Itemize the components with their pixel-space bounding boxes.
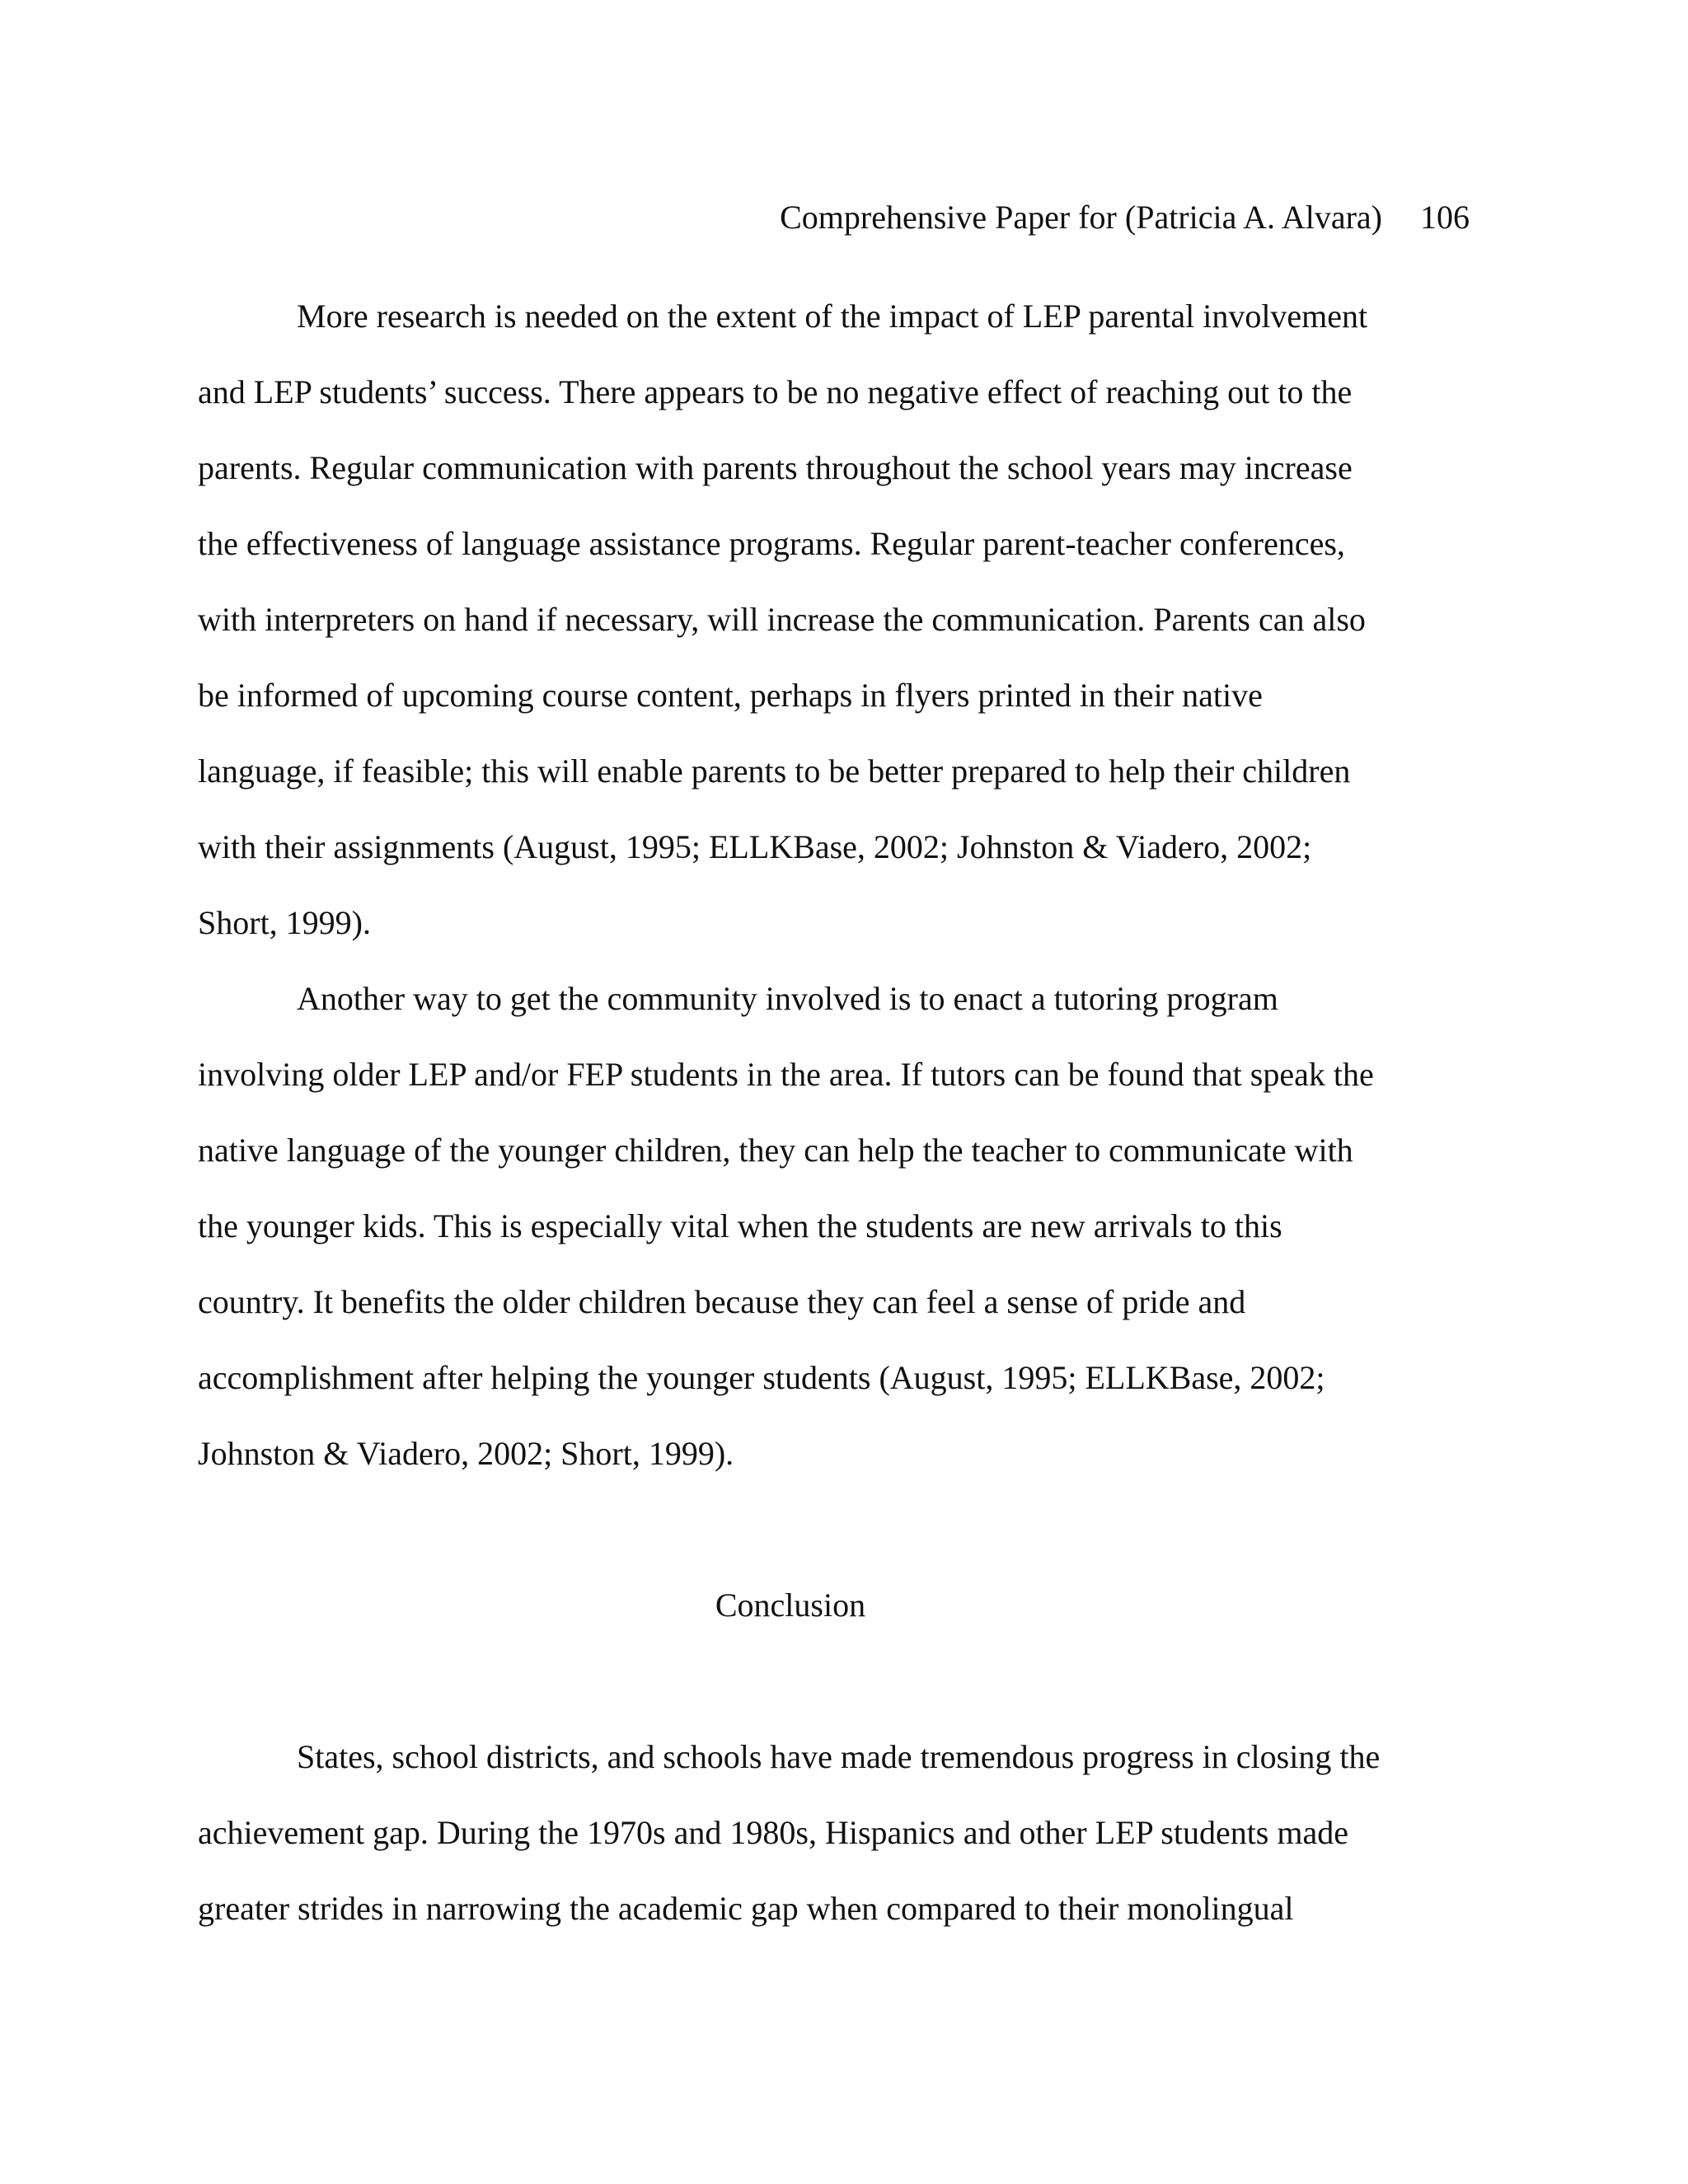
text-line: accomplishment after helping the younger students (August, 1995; ELLKBase, 2002; [198, 1359, 1325, 1396]
text-line: Johnston & Viadero, 2002; Short, 1999). [198, 1435, 734, 1472]
text-line: achievement gap. During the 1970s and 1980s, Hispanics and other LEP students made [198, 1814, 1348, 1851]
paragraph-parental-involvement [198, 293, 1418, 976]
paragraph-conclusion [198, 1734, 1418, 1961]
text-line: greater strides in narrowing the academic gap when compared to their monolingual [198, 1890, 1294, 1927]
text-line: be informed of upcoming course content, perhaps in flyers printed in their native [198, 677, 1263, 714]
running-title: Comprehensive Paper for (Patricia A. Alvara) [780, 199, 1382, 236]
section-heading: Conclusion [715, 1586, 866, 1624]
text-line: involving older LEP and/or FEP students in the area. If tutors can be found that speak the [198, 1056, 1374, 1093]
text-line: with interpreters on hand if necessary, will increase the communication. Parents can also [198, 601, 1366, 638]
text-line: language, if feasible; this will enable parents to be better prepared to help their children [198, 752, 1351, 790]
text-line: native language of the younger children, they can help the teacher to communicate with [198, 1132, 1353, 1169]
text-line: More research is needed on the extent of the impact of LEP parental involvement [297, 298, 1368, 335]
blank-line [198, 1507, 1418, 1582]
text-line: the younger kids. This is especially vital when the students are new arrivals to this [198, 1207, 1282, 1244]
text-line: Short, 1999). [198, 904, 371, 941]
blank-line [198, 1658, 1418, 1734]
paragraph-tutoring-program [198, 976, 1418, 1507]
text-line: country. It benefits the older children because they can feel a sense of pride and [198, 1283, 1246, 1320]
text-line: with their assignments (August, 1995; ELLKBase, 2002; Johnston & Viadero, 2002; [198, 828, 1312, 865]
text-line: the effectiveness of language assistance programs. Regular parent-teacher conferences, [198, 525, 1345, 562]
running-head [780, 194, 1470, 241]
text-line: parents. Regular communication with parents throughout the school years may increase [198, 449, 1353, 486]
text-line: Another way to get the community involved is to enact a tutoring program [297, 980, 1278, 1017]
page-number: 106 [1420, 199, 1470, 236]
body-text [198, 293, 1418, 1961]
text-line: and LEP students’ success. There appears to be no negative effect of reaching out to the [198, 373, 1353, 410]
text-line: States, school districts, and schools have made tremendous progress in closing the [297, 1738, 1381, 1775]
